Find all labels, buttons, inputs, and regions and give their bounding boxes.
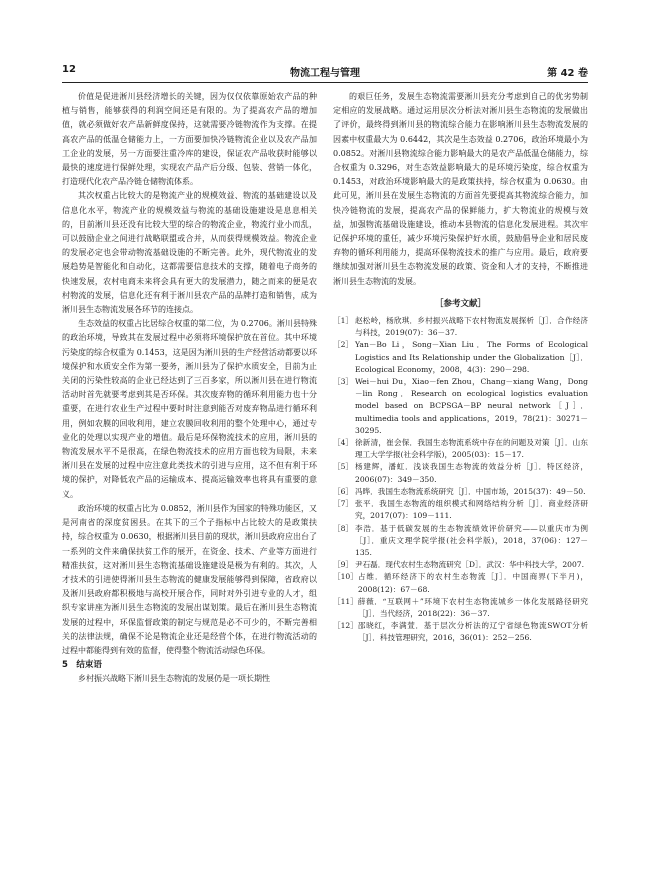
reference-number: ［11］ [333, 596, 358, 606]
reference-number: ［9］ [333, 560, 354, 570]
paragraph: 生态效益的权重占比居综合权重的第二位，为 0.2706。淅川县特殊的政治环境，导致其在发展过程中必须将环境保护放在首位。其中环境污染度的综合权重为 0.1453，这是因为淅川县的生产经营活动都要以环境保护和水质安全作为第一要务，淅川县为了保护水质安全，目前为止关闭的污染性较高的企业已经达到了三百多家，所以淅川县在进行物流活动时首先就要考虑到其是否环保。其次废弃物的循环利用能力也十分重要，在进行农业生产过程中要时时注意到能否对废弃物品进行循环利用，例如农膜的回收利用，建立农膜回收利用的整个处理中心，通过专业化的处理以实现产业的增值。最后是环保物流技术的应用，淅川县的物流发展水平不是很高，在绿色物流技术的应用方面也较为局限，未来淅川县在发展的过程中应注意此类技术的引进与应用，这不但有利于环境的保护，对降低农产品的运输成本、提高运输效率也将具有重要的意义。 [62, 319, 317, 499]
paragraph: 政治环境的权重占比为 0.0852，淅川县作为国家的特殊功能区，又是河南省的深度贫困县。在其下的三个子指标中占比较大的是政策扶持，综合权重为 0.0630，根据淅川县目前的现状，淅川县政府应出台了一系列的文件来确保扶贫工作的展开，在资金、技术、产业等方面进行精准扶贫，这对淅川县生态物流基础设施建设是极为有利的。其次，人才技术的引进使得淅川县生态物流的健康发展能够得到保障，省政府以及淅川县政府都积极地与高校开展合作，同时对外引进专业的人才，组织专家讲座为淅川县生态物流的发展出谋划策。最后在淅川县生态物流发展的过程中，环保监督政策的制定与规范是必不可少的，不断完善相关的法律法规，确保不论是物流企业还是经营个体，在进行物流活动的过程中都能得到有效的监督，使得整个物流活动绿色环保。 [62, 503, 317, 655]
left-column [62, 90, 317, 687]
reference-number: ［5］ [333, 462, 354, 472]
page-number: 12 [62, 64, 76, 75]
reference-number: ［2］ [333, 340, 354, 350]
section-heading: 5 结束语 [62, 660, 102, 671]
reference-item [333, 376, 588, 437]
reference-number: ［10］ [333, 572, 358, 582]
reference-text: 冯晔．我国生态物流系统研究［J］．中国市场，2015(37)：49－50. [355, 486, 586, 496]
reference-text: Yan－Bo Li，Song－Xian Liu．The Forms of Ecological Logistics and Its Relationship under the Globalization［J］．Ecological Economy，2008，4(3)：290－298. [355, 340, 588, 374]
paragraph: 其次权重占比较大的是物流产业的规模效益、物流的基础建设以及信息化水平，物流产业的规模效益与物流的基础设施建设是息息相关的，目前淅川县还没有比较大型的综合的物流企业，物流行业小而乱，可以鼓励企业之间进行战略联盟或合并，从而获得规模效益。物流企业的发展必定也会带动物流基础设施的不断完善。此外，现代物流业的发展趋势是智能化和自动化，这都需要信息技术的支撑，随着电子商务的快速发展，农村电商未来将会具有更大的发展潜力，随之而来的便是农村物流的发展，信息化还有利于淅川县农产品的品牌打造和销售，成为淅川县生态物流发展各环节的连接点。 [62, 191, 317, 315]
reference-item [333, 339, 588, 376]
reference-text: 邵晓红，李满萱．基于层次分析法的辽宁省绿色物流SWOT分析［J］．科技管理研究，2016，36(01)：252－256. [357, 621, 588, 643]
reference-item [333, 523, 588, 560]
reference-text: 薛薇．“互联网＋”环境下农村生态物流城乡一体化发展路径研究［J］．当代经济，2018(22)：36－37. [357, 596, 588, 618]
reference-text: 尹石磊．现代农村生态物流研究［D］．武汉：华中科技大学，2007. [355, 560, 585, 570]
paragraph: 价值是促进淅川县经济增长的关键，因为仅仅依靠原始农产品的种植与销售，能够获得的利润空间还是有限的。为了提高农产品的增加值，就必须做好农产品新鲜度保持，这就需要冷链物流作为支撑。在提高农产品的低温仓储能力上，一方面要加快冷链物流企业以及农产品加工企业的发展，另一方面要注重冷库的建设，保证农产品收获时能够以最快的速度进行保鲜处理，实现农产品产后分级、包装、营销一体化，打造现代化农产品冷链仓储物流体系。 [62, 92, 317, 187]
reference-text: 李浩．基于低碳发展的生态物流绩效评价研究——以重庆市为例［J］．重庆文理学院学报(社会科学版)，2018，37(06)：127－135. [355, 523, 588, 557]
reference-item [333, 596, 588, 620]
reference-text: 占维．循环经济下的农村生态物流［J］．中国商界(下半月)，2008(12)：67－68. [357, 572, 588, 594]
reference-text: 赵松岭，杨欣琪．乡村振兴战略下农村物流发展探析［J］．合作经济与科技，2019(07)：36－37. [355, 316, 588, 338]
reference-number: ［1］ [333, 316, 354, 326]
paragraph: 的艰巨任务，发展生态物流需要淅川县充分考虑到自己的优劣势制定相应的发展战略。通过运用层次分析法对淅川县生态物流的发展做出了评价，最终得到淅川县的物流综合能力在影响淅川县生态物流发展的因素中权重最大为 0.6442，其次是生态效益 0.2706，政治环境最小为 0.0852。对淅川县物流综合能力影响最大的是农产品低温仓储能力，综合权重为 0.3296，对生态效益影响最大的是环境污染度，综合权重为 0.1453，对政治环境影响最大的是政策扶持，综合权重为 0.0630。由此可见，淅川县在发展生态物流的方面首先要提高其物流综合能力，加快冷链物流的发展，提高农产品的保鲜能力，扩大物流业的规模与效益，加强物流基础设施建设，推动本县物流的信息化发展进程。其次牢记保护环境的重任，减少环境污染保护好水质，鼓励倡导企业和居民废弃物的循环利用能力，提高环保物流技术的推广与应用。最后，政府要继续加强对淅川县生态物流发展的政策、资金和人才的支持，不断推进淅川县生态物流的发展。 [333, 92, 588, 286]
page-header [62, 64, 588, 80]
reference-item [333, 315, 588, 339]
reference-item [333, 486, 588, 498]
references-title: ［参考文献］ [434, 298, 486, 309]
reference-item [333, 620, 588, 644]
reference-number: ［7］ [333, 499, 354, 509]
reference-item [333, 437, 588, 461]
paragraph: 乡村振兴战略下淅川县生态物流的发展仍是一项长期性 [78, 674, 270, 684]
reference-list [333, 315, 588, 644]
reference-text: 张平．我国生态物流的组织模式和网络结构分析［J］．商业经济研究，2017(07)：109－111. [355, 499, 588, 521]
reference-number: ［3］ [333, 377, 354, 387]
volume-label: 第 42 卷 [547, 68, 588, 79]
reference-number: ［12］ [333, 621, 358, 631]
journal-title: 物流工程与管理 [290, 68, 360, 79]
right-column [333, 90, 588, 645]
header-rule [62, 82, 588, 83]
reference-text: 徐新清，崔会保．我国生态物流系统中存在的问题及对策［J］．山东理工大学学报(社会科学版)，2005(03)：15－17. [355, 438, 588, 460]
reference-item [333, 571, 588, 595]
reference-item [333, 559, 588, 571]
reference-item [333, 498, 588, 522]
reference-number: ［4］ [333, 438, 354, 448]
reference-text: Wei－hui Du，Xiao－fen Zhou，Chang－xiang Wang，Dong－lin Rong．Research on ecological logistics evaluation model based on BCPSGA－BP neural network［J］．multimedia tools and applications，2019，78(21)：30271－30295. [355, 377, 588, 435]
reference-number: ［6］ [333, 486, 354, 496]
reference-number: ［8］ [333, 523, 354, 533]
reference-item [333, 461, 588, 485]
reference-text: 杨建辉，潘虹．浅谈我国生态物流的效益分析［J］．特区经济，2006(07)：349－350. [355, 462, 588, 484]
